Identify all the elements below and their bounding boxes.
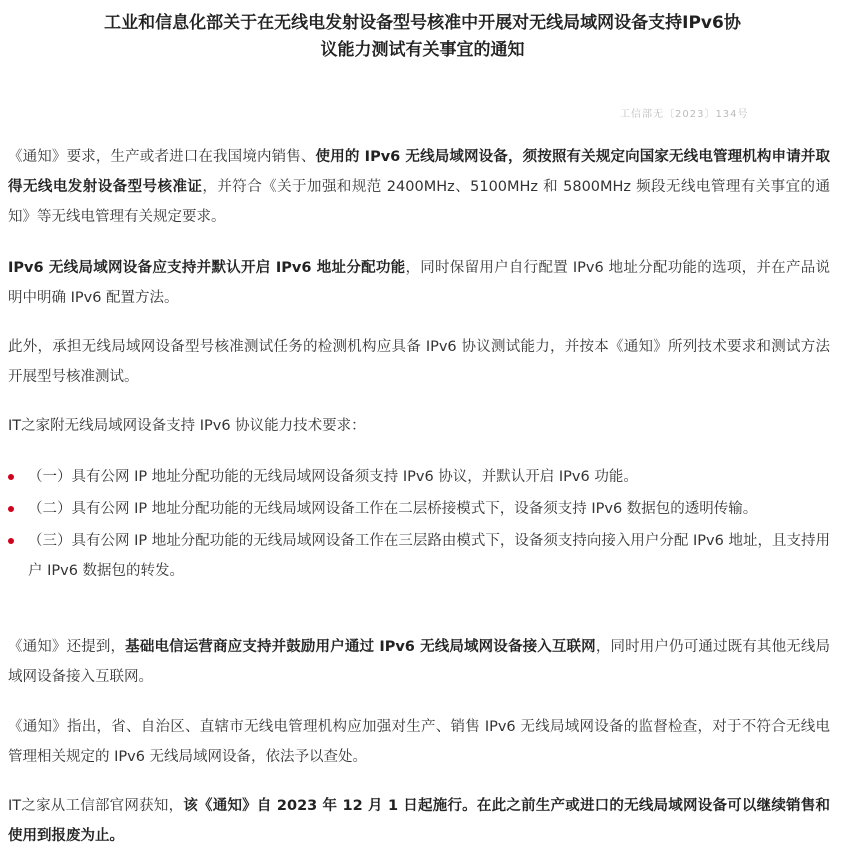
paragraph-4: IT之家附无线局域网设备支持 IPv6 协议能力技术要求：: [8, 418, 366, 434]
p5-text-a: 《通知》还提到，: [8, 639, 126, 655]
p1-text-c: ，并符合《关于加强和规范 2400MHz、5100MHz 和 5800MHz 频段无线电管理有关事宜的通知》等无线电管理有关规定要求。: [8, 179, 830, 225]
article-title: [0, 10, 845, 64]
list-item: [8, 494, 830, 524]
list-item: [8, 462, 830, 492]
requirements-list: [8, 462, 830, 588]
p7-text-a: IT之家从工信部官网获知，: [8, 798, 184, 814]
bullet-dot: [8, 474, 14, 480]
requirement-text: （一）具有公网 IP 地址分配功能的无线局域网设备须支持 IPv6 协议，并默认开启 IPv6 功能。: [28, 469, 638, 485]
p2-text-c: ，同时保留用户自行配置 IPv6 地址分配功能的选项，并在产品说明中明确 IPv6 配置方法。: [8, 260, 830, 306]
p7-bold: 该《通知》自 2023 年 12 月 1 日起施行。在此之前生产或进口的无线局域网设备可以继续销售和使用到报废为止。: [8, 798, 830, 844]
paragraph-3: 此外，承担无线局域网设备型号核准测试任务的检测机构应具备 IPv6 协议测试能力，并按本《通知》所列技术要求和测试方法开展型号核准测试。: [8, 339, 830, 385]
p5-bold: 基础电信运营商应支持并鼓励用户通过 IPv6 无线局域网设备接入互联网: [125, 639, 596, 655]
requirement-text: （二）具有公网 IP 地址分配功能的无线局域网设备工作在二层桥接模式下，设备须支持 IPv6 数据包的透明传输。: [28, 501, 758, 517]
p1-text-a: 《通知》要求，生产或者进口在我国境内销售、: [8, 149, 316, 165]
paragraph-6: 《通知》指出，省、自治区、直辖市无线电管理机构应加强对生产、销售 IPv6 无线局域网设备的监督检查，对于不符合无线电管理相关规定的 IPv6 无线局域网设备，依法予以查处。: [8, 719, 830, 765]
document-number: 工信部无〔2023〕134号: [620, 109, 749, 120]
title-line-1: 工业和信息化部关于在无线电发射设备型号核准中开展对无线局域网设备支持IPv6协: [104, 13, 741, 33]
paragraph-2: [8, 253, 830, 313]
paragraph-5: [8, 632, 830, 692]
paragraph-7: [8, 791, 830, 851]
paragraph-1: [8, 142, 830, 232]
bullet-dot: [8, 538, 14, 544]
p2-bold: IPv6 无线局域网设备应支持并默认开启 IPv6 地址分配功能: [8, 260, 406, 276]
requirement-text: （三）具有公网 IP 地址分配功能的无线局域网设备工作在三层路由模式下，设备须支持向接入用户分配 IPv6 地址，且支持用户 IPv6 数据包的转发。: [28, 533, 830, 579]
bullet-dot: [8, 506, 14, 512]
title-line-2: 议能力测试有关事宜的通知: [320, 40, 525, 60]
list-item: [8, 526, 830, 586]
p1-bold: 使用的 IPv6 无线局域网设备，须按照有关规定向国家无线电管理机构申请并取得无线电发射设备型号核准证: [8, 149, 830, 195]
p5-text-c: ，同时用户仍可通过既有其他无线局域网设备接入互联网。: [8, 639, 831, 685]
